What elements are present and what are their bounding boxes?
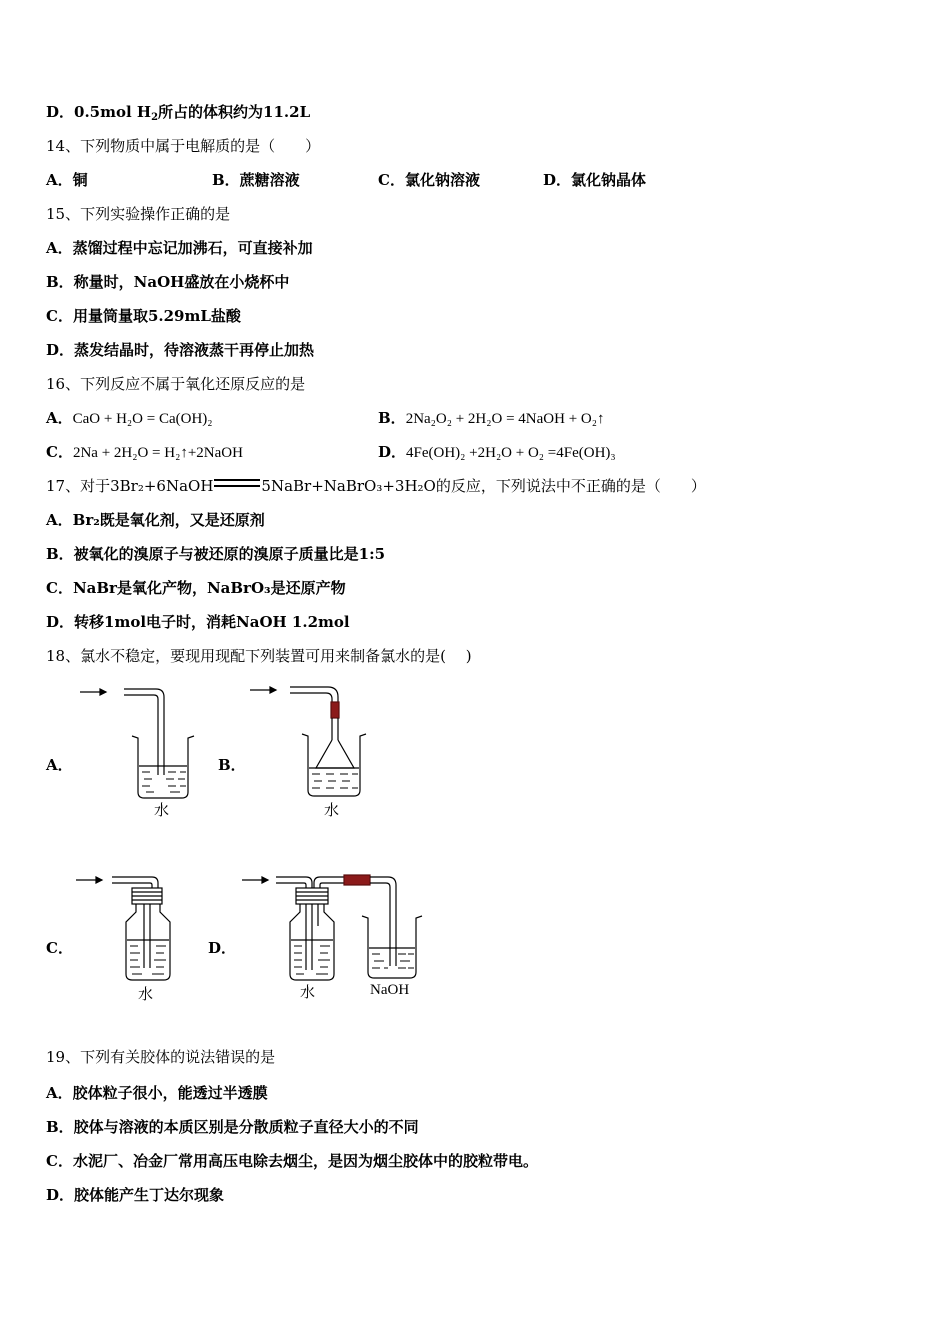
apparatus-a-diagram [70, 680, 200, 825]
q16-option-c: C．2Na + 2H₂O = H₂↑+2NaOH [46, 443, 243, 461]
q18-option-b-label: B． [218, 756, 246, 774]
q17-option-a: A．Br₂既是氧化剂，又是还原剂 [46, 511, 265, 529]
q13-option-d: D．0.5mol $H_2$所占的体积约为11.2L [46, 103, 311, 123]
q17-stem: 17、对于3Br₂+6NaOH 5NaBr+NaBrO₃+3H₂O的反应，下列说法中不正确的是（ ） [46, 477, 706, 495]
q14-option-d: D．氯化钠晶体 [543, 171, 647, 189]
q15-option-c: C．用量筒量取5.29mL盐酸 [46, 307, 241, 325]
q14-stem: 14、下列物质中属于电解质的是（ ） [46, 137, 321, 155]
q15-option-d: D．蒸发结晶时，待溶液蒸干再停止加热 [46, 341, 315, 359]
apparatus-b-water-label: 水 [324, 801, 340, 819]
apparatus-c-diagram [72, 866, 182, 991]
q15-option-b: B．称量时，NaOH盛放在小烧杯中 [46, 273, 290, 291]
reaction-equals-sign [214, 479, 260, 487]
q16-option-b: B．2Na₂O₂ + 2H₂O = 4NaOH + O₂↑ [378, 409, 605, 427]
apparatus-d-naoh-label: NaOH [370, 982, 410, 998]
q15-option-a: A．蒸馏过程中忘记加沸石，可直接补加 [46, 239, 313, 257]
q14-option-a: A．铜 [46, 171, 88, 189]
q19-option-b: B．胶体与溶液的本质区别是分散质粒子直径大小的不同 [46, 1118, 419, 1136]
q14-option-c: C．氯化钠溶液 [378, 171, 480, 189]
q18-stem: 18、氯水不稳定，要现用现配下列装置可用来制备氯水的是( ) [46, 647, 472, 665]
q17-option-c: C．NaBr是氧化产物，NaBrO₃是还原产物 [46, 579, 346, 597]
q19-option-d: D．胶体能产生丁达尔现象 [46, 1186, 225, 1204]
q14-option-b: B．蔗糖溶液 [212, 171, 300, 189]
q18-option-c-label: C． [46, 939, 73, 957]
q16-option-d: D．4Fe(OH)₂ +2H₂O + O₂ =4Fe(OH)₃ [378, 443, 616, 461]
q17-option-d: D．转移1mol电子时，消耗NaOH 1.2mol [46, 613, 350, 631]
apparatus-a-water-label: 水 [154, 801, 170, 819]
q17-option-b: B．被氧化的溴原子与被还原的溴原子质量比是1:5 [46, 545, 386, 563]
q15-stem: 15、下列实验操作正确的是 [46, 205, 231, 223]
apparatus-b-diagram [246, 678, 376, 823]
q19-stem: 19、下列有关胶体的说法错误的是 [46, 1048, 276, 1066]
q16-stem: 16、下列反应不属于氧化还原反应的是 [46, 375, 306, 393]
q19-option-a: A．胶体粒子很小，能透过半透膜 [46, 1084, 268, 1102]
q19-option-c: C．水泥厂、冶金厂常用高压电除去烟尘，是因为烟尘胶体中的胶粒带电。 [46, 1152, 538, 1170]
apparatus-d-diagram [238, 866, 428, 991]
apparatus-c-water-label: 水 [138, 985, 154, 1003]
q16-option-a: A．CaO + H₂O = Ca(OH)₂ [46, 409, 213, 427]
q18-option-a-label: A． [46, 756, 73, 774]
apparatus-d-water-label: 水 [300, 983, 316, 1001]
q18-option-d-label: D． [208, 939, 237, 957]
